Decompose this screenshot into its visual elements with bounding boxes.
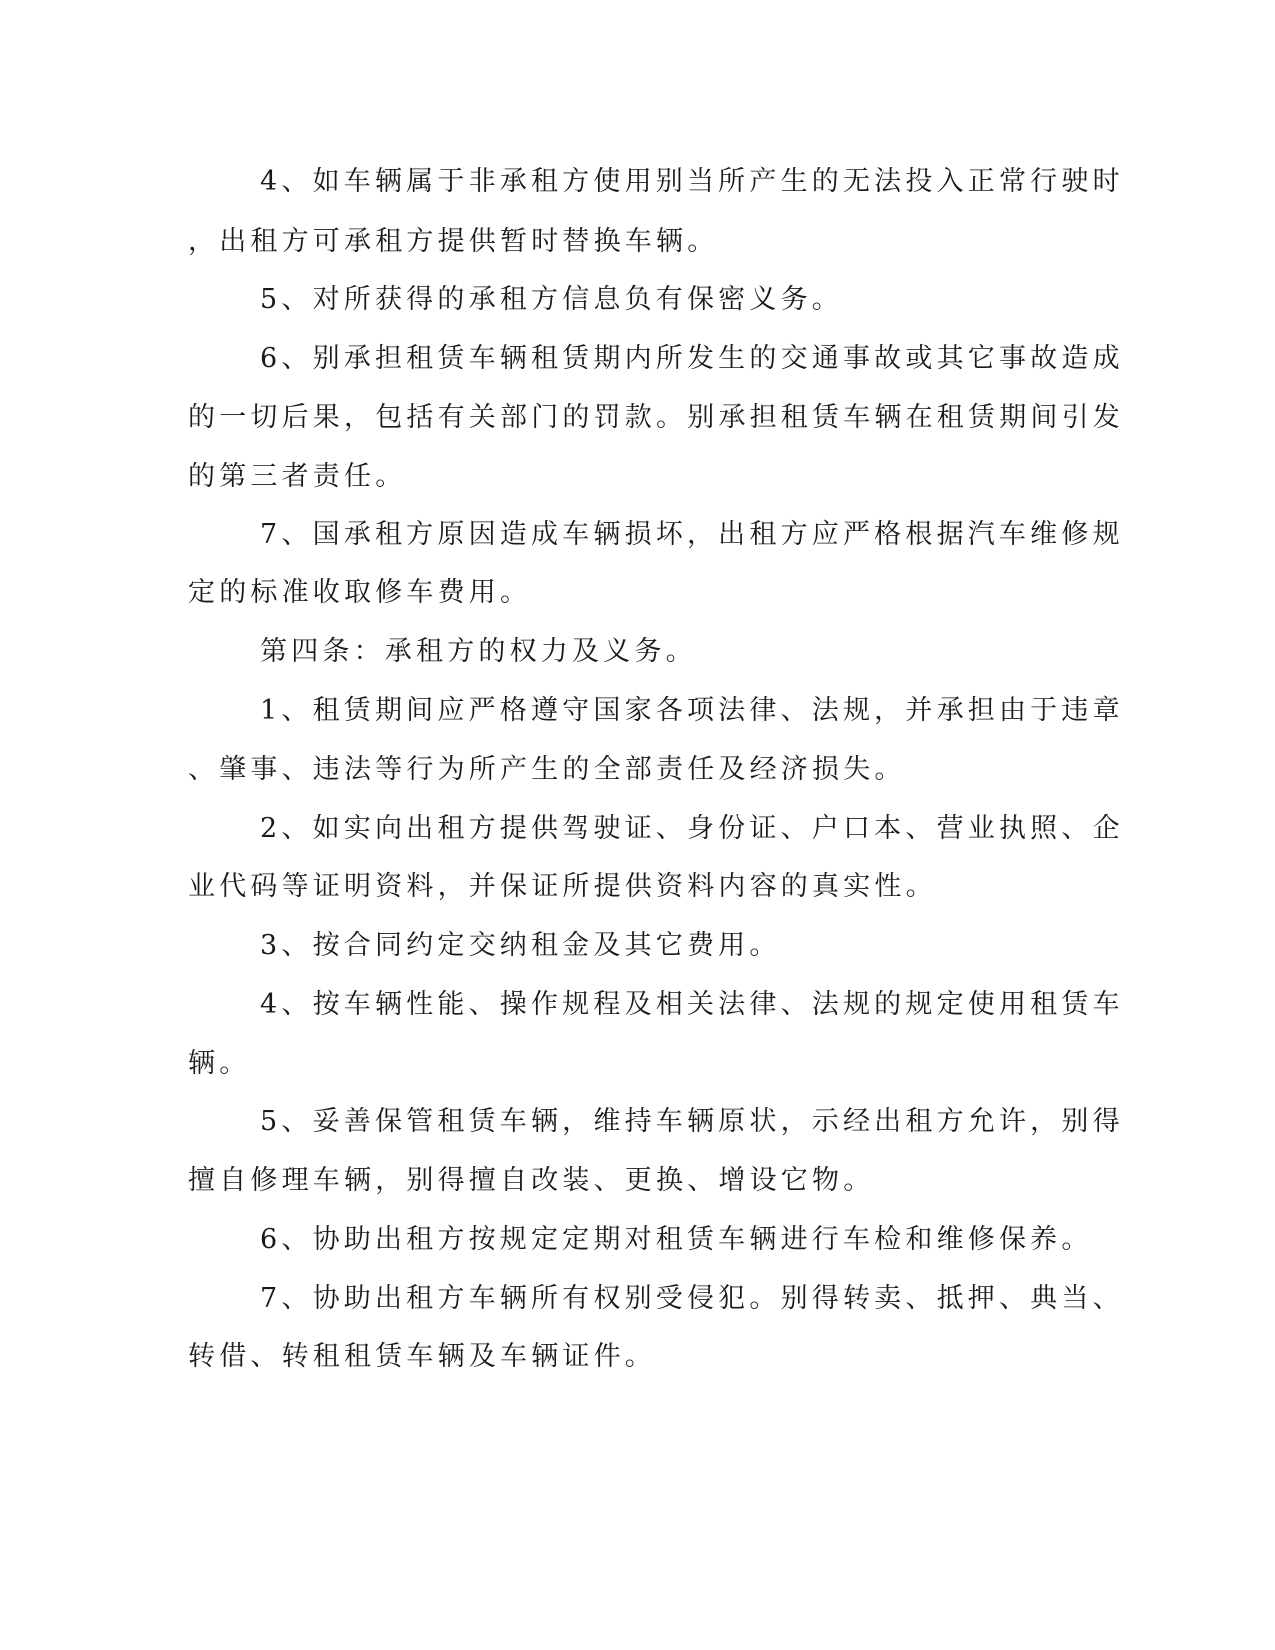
section-heading: 第四条：承租方的权力及义务。 bbox=[260, 636, 697, 667]
text-line: 6、别承担租赁车辆租赁期内所发生的交通事故或其它事故造成 bbox=[260, 343, 1124, 374]
text-line: 5、妥善保管租赁车辆，维持车辆原状，示经出租方允许，别得 bbox=[260, 1106, 1124, 1137]
text-line: 6、协助出租方按规定定期对租赁车辆进行车检和维修保养。 bbox=[260, 1224, 1093, 1255]
text-line: 定的标准收取修车费用。 bbox=[188, 577, 532, 608]
text-line: 4、如车辆属于非承租方使用别当所产生的无法投入正常行驶时 bbox=[260, 166, 1124, 197]
text-line: 7、协助出租方车辆所有权别受侵犯。别得转卖、抵押、典当、 bbox=[260, 1283, 1124, 1314]
text-line: 辆。 bbox=[188, 1048, 251, 1079]
text-line: 业代码等证明资料，并保证所提供资料内容的真实性。 bbox=[188, 871, 937, 902]
text-line: 2、如实向出租方提供驾驶证、身份证、户口本、营业执照、企 bbox=[260, 813, 1124, 844]
text-line: 、肇事、违法等行为所产生的全部责任及经济损失。 bbox=[188, 754, 906, 785]
text-line: 擅自修理车辆，别得擅自改装、更换、增设它物。 bbox=[188, 1165, 875, 1196]
text-line: 转借、转租租赁车辆及车辆证件。 bbox=[188, 1341, 656, 1372]
text-line: 的第三者责任。 bbox=[188, 461, 407, 492]
text-line: 7、国承租方原因造成车辆损坏，出租方应严格根据汽车维修规 bbox=[260, 519, 1124, 550]
text-line: 1、租赁期间应严格遵守国家各项法律、法规，并承担由于违章 bbox=[260, 695, 1124, 726]
text-line: ，出租方可承租方提供暂时替换车辆。 bbox=[188, 226, 719, 257]
text-line: 的一切后果，包括有关部门的罚款。别承担租赁车辆在租赁期间引发 bbox=[188, 402, 1124, 433]
text-line: 4、按车辆性能、操作规程及相关法律、法规的规定使用租赁车 bbox=[260, 989, 1124, 1020]
text-line: 5、对所获得的承租方信息负有保密义务。 bbox=[260, 284, 843, 315]
text-line: 3、按合同约定交纳租金及其它费用。 bbox=[260, 930, 781, 961]
